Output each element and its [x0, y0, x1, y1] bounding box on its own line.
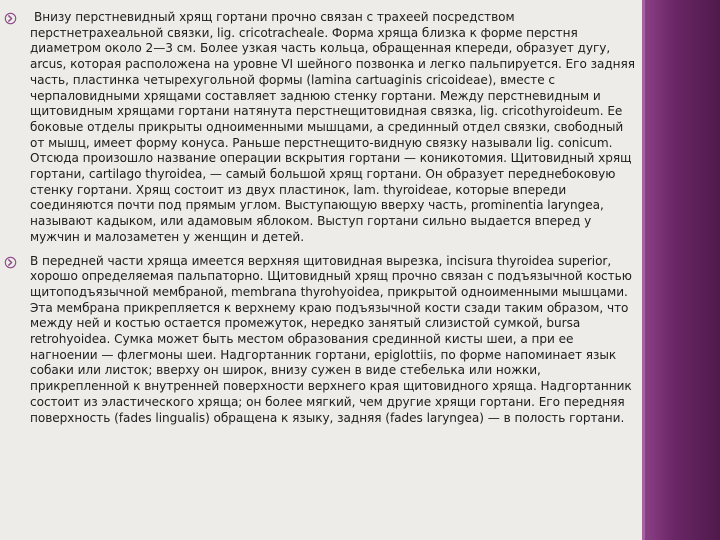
- side-panel: [645, 0, 720, 540]
- circle-arrow-right-icon: [4, 256, 17, 269]
- slide-content: [0, 10, 640, 426]
- paragraph-text: Внизу перстневидный хрящ гортани прочно связан с трахеей посредством перстнетрахеальной связки, lig. cricotracheale. Форма хряща близка к форме перстня диаметром около 2—3 см. Более узкая часть кольца, обращенная кпереди, образует дугу, arcus, которая расположена на уровне VI шейного позвонка и легко пальпируется. Его задняя часть, пластинка четырехугольной формы (lamina cartuaginis cricoideae), вместе с черпаловидными хрящами составляет заднюю стенку гортани. Между перстневидным и щитовидным хрящами гортани натянута перстнещитовидная связка, lig. cricothyroideum. Ее боковые отделы прикрыты одноименными мышцами, а срединный отдел связки, свободный от мышц, имеет форму конуса. Раньше перстнещито-видную связку называли lig. conicum. Отсюда произошло название операции вскрытия гортани — коникотомия. Щитовидный хрящ гортани, cartilago thyroidea, — самый большой хрящ гортани. Он образует переднебоковую стенку гортани. Хрящ состоит из двух пластинок, lam. thyroideae, которые впереди соединяются почти под прямым углом. Выступающую вверху часть, prominentia laryngea, называют кадыком, или адамовым яблоком. Выступ гортани сильно выдается вперед у мужчин и малозаметен у женщин и детей.: [30, 10, 635, 244]
- paragraph-text: В передней части хряща имеется верхняя щитовидная вырезка, incisura thyroidea superior, хорошо определяемая пальпаторно. Щитовидный хрящ прочно связан с подъязычной костью щитоподъязычной мембраной, membrana thyrohyoidea, прикрытой одноименными мышцами. Эта мембрана прикрепляется к верхнему краю подъязычной кости сзади таким образом, что между ней и костью остается промежуток, нередко занятый слизистой сумкой, bursa retrohyoidea. Сумка может быть местом образования срединной кисты шеи, а при ее нагноении — флегмоны шеи. Надгортанник гортани, epiglottiis, по форме напоминает язык собаки или листок; вверху он широк, внизу сужен в виде стебелька или ножки, прикрепленной к внутренней поверхности верхнего края щитовидного хряща. Надгортанник состоит из эластического хряща; он более мягкий, чем другие хрящи гортани. Его передняя поверхность (fades lingualis) обращена к языку, задняя (fades laryngea) — в полость гортани.: [30, 253, 632, 425]
- circle-arrow-right-icon: [4, 12, 17, 25]
- bullet-paragraph-2: [0, 254, 640, 427]
- bullet-paragraph-1: [0, 10, 640, 246]
